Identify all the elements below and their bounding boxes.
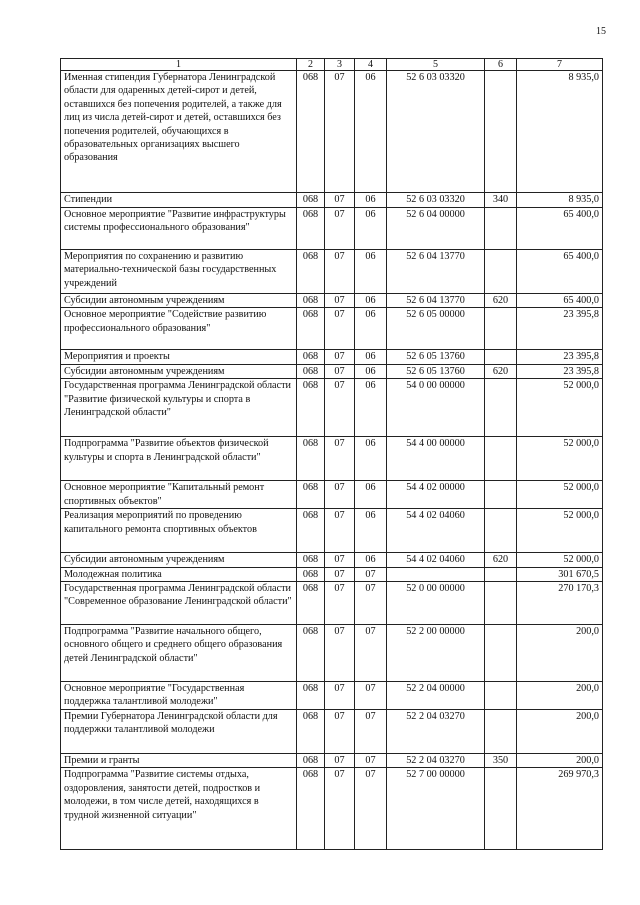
row-amount: 200,0 — [517, 625, 603, 682]
row-subsection-code: 07 — [355, 682, 387, 710]
row-amount: 200,0 — [517, 710, 603, 754]
row-target-code: 54 4 02 04060 — [387, 553, 485, 567]
row-amount: 52 000,0 — [517, 553, 603, 567]
table-row — [61, 682, 603, 710]
row-expense-type — [485, 567, 517, 581]
row-section-code: 07 — [325, 364, 355, 378]
table-row — [61, 294, 603, 308]
row-subsection-code: 06 — [355, 553, 387, 567]
row-amount: 52 000,0 — [517, 509, 603, 553]
row-name: Стипендии — [61, 193, 297, 208]
row-target-code: 52 7 00 00000 — [387, 768, 485, 850]
row-expense-type: 620 — [485, 294, 517, 308]
row-target-code: 54 4 00 00000 — [387, 437, 485, 481]
row-target-code: 52 6 05 13760 — [387, 350, 485, 364]
row-subsection-code: 06 — [355, 250, 387, 294]
row-admin-code: 068 — [297, 350, 325, 364]
row-expense-type — [485, 509, 517, 553]
row-section-code: 07 — [325, 768, 355, 850]
row-section-code: 07 — [325, 437, 355, 481]
row-admin-code: 068 — [297, 437, 325, 481]
row-subsection-code: 07 — [355, 754, 387, 768]
row-section-code: 07 — [325, 379, 355, 437]
row-subsection-code: 06 — [355, 193, 387, 208]
row-name: Премии и гранты — [61, 754, 297, 768]
row-section-code: 07 — [325, 553, 355, 567]
row-expense-type: 620 — [485, 553, 517, 567]
row-subsection-code: 06 — [355, 379, 387, 437]
row-amount: 200,0 — [517, 682, 603, 710]
table-row — [61, 208, 603, 250]
row-admin-code: 068 — [297, 567, 325, 581]
row-name: Субсидии автономным учреждениям — [61, 553, 297, 567]
row-amount: 270 170,3 — [517, 582, 603, 625]
table-row — [61, 364, 603, 378]
table-row — [61, 582, 603, 625]
row-admin-code: 068 — [297, 710, 325, 754]
header-col-7: 7 — [517, 59, 603, 71]
row-admin-code: 068 — [297, 768, 325, 850]
row-section-code: 07 — [325, 250, 355, 294]
row-section-code: 07 — [325, 509, 355, 553]
row-section-code: 07 — [325, 294, 355, 308]
row-admin-code: 068 — [297, 294, 325, 308]
row-admin-code: 068 — [297, 682, 325, 710]
row-expense-type: 620 — [485, 364, 517, 378]
row-target-code: 52 2 00 00000 — [387, 625, 485, 682]
row-target-code: 52 6 03 03320 — [387, 71, 485, 193]
row-subsection-code: 06 — [355, 71, 387, 193]
row-section-code: 07 — [325, 682, 355, 710]
row-name: Именная стипендия Губернатора Ленинградской области для одаренных детей-сирот и детей, оставшихся без попечения родителей, а также для лиц из числа детей-сирот и детей, оставшихся без попечения родителей, обучающихся в образовательных организациях высшего образования — [61, 71, 297, 193]
row-expense-type — [485, 768, 517, 850]
row-expense-type — [485, 625, 517, 682]
row-subsection-code: 07 — [355, 567, 387, 581]
row-expense-type — [485, 682, 517, 710]
table-row — [61, 250, 603, 294]
row-target-code: 52 6 04 00000 — [387, 208, 485, 250]
row-subsection-code: 06 — [355, 208, 387, 250]
row-target-code: 52 6 03 03320 — [387, 193, 485, 208]
table-row — [61, 71, 603, 193]
row-expense-type: 350 — [485, 754, 517, 768]
row-section-code: 07 — [325, 625, 355, 682]
table-row — [61, 308, 603, 350]
row-expense-type — [485, 308, 517, 350]
row-name: Подпрограмма "Развитие объектов физической культуры и спорта в Ленинградской области" — [61, 437, 297, 481]
row-name: Подпрограмма "Развитие начального общего, основного общего и среднего общего образования детей Ленинградской области" — [61, 625, 297, 682]
row-admin-code: 068 — [297, 208, 325, 250]
row-section-code: 07 — [325, 193, 355, 208]
row-expense-type — [485, 379, 517, 437]
row-admin-code: 068 — [297, 364, 325, 378]
row-admin-code: 068 — [297, 553, 325, 567]
row-name: Государственная программа Ленинградской области "Развитие физической культуры и спорта в Ленинградской области" — [61, 379, 297, 437]
table-row — [61, 350, 603, 364]
row-name: Государственная программа Ленинградской области "Современное образование Ленинградской области" — [61, 582, 297, 625]
table-row — [61, 768, 603, 850]
row-name: Основное мероприятие "Развитие инфраструктуры системы профессионального образования" — [61, 208, 297, 250]
row-target-code: 52 2 04 00000 — [387, 682, 485, 710]
row-section-code: 07 — [325, 71, 355, 193]
row-amount: 301 670,5 — [517, 567, 603, 581]
row-name: Основное мероприятие "Содействие развитию профессионального образования" — [61, 308, 297, 350]
row-section-code: 07 — [325, 308, 355, 350]
row-subsection-code: 06 — [355, 350, 387, 364]
row-name: Субсидии автономным учреждениям — [61, 364, 297, 378]
header-col-6: 6 — [485, 59, 517, 71]
row-amount: 23 395,8 — [517, 350, 603, 364]
row-subsection-code: 06 — [355, 481, 387, 509]
header-col-2: 2 — [297, 59, 325, 71]
header-col-4: 4 — [355, 59, 387, 71]
row-amount: 65 400,0 — [517, 250, 603, 294]
row-expense-type — [485, 481, 517, 509]
row-target-code: 52 2 04 03270 — [387, 710, 485, 754]
row-amount: 52 000,0 — [517, 481, 603, 509]
row-target-code — [387, 567, 485, 581]
table-row — [61, 567, 603, 581]
row-admin-code: 068 — [297, 625, 325, 682]
budget-table — [60, 58, 603, 850]
table-header-row — [61, 59, 603, 71]
row-name: Молодежная политика — [61, 567, 297, 581]
row-target-code: 52 0 00 00000 — [387, 582, 485, 625]
row-target-code: 52 6 05 13760 — [387, 364, 485, 378]
row-admin-code: 068 — [297, 582, 325, 625]
row-section-code: 07 — [325, 481, 355, 509]
table-row — [61, 625, 603, 682]
row-section-code: 07 — [325, 208, 355, 250]
row-subsection-code: 07 — [355, 625, 387, 682]
row-name: Мероприятия и проекты — [61, 350, 297, 364]
row-admin-code: 068 — [297, 379, 325, 437]
row-expense-type — [485, 250, 517, 294]
row-section-code: 07 — [325, 754, 355, 768]
row-amount: 52 000,0 — [517, 379, 603, 437]
table-row — [61, 553, 603, 567]
table-row — [61, 437, 603, 481]
row-target-code: 54 4 02 04060 — [387, 509, 485, 553]
row-name: Основное мероприятие "Государственная поддержка талантливой молодежи" — [61, 682, 297, 710]
row-name: Реализация мероприятий по проведению капитального ремонта спортивных объектов — [61, 509, 297, 553]
row-subsection-code: 06 — [355, 308, 387, 350]
row-amount: 200,0 — [517, 754, 603, 768]
row-admin-code: 068 — [297, 481, 325, 509]
row-subsection-code: 06 — [355, 294, 387, 308]
row-section-code: 07 — [325, 350, 355, 364]
row-amount: 65 400,0 — [517, 294, 603, 308]
row-section-code: 07 — [325, 567, 355, 581]
table-row — [61, 754, 603, 768]
row-admin-code: 068 — [297, 193, 325, 208]
row-amount: 23 395,8 — [517, 364, 603, 378]
table-row — [61, 193, 603, 208]
row-target-code: 52 6 04 13770 — [387, 250, 485, 294]
row-target-code: 54 4 02 00000 — [387, 481, 485, 509]
row-target-code: 54 0 00 00000 — [387, 379, 485, 437]
row-expense-type: 340 — [485, 193, 517, 208]
table-row — [61, 379, 603, 437]
row-subsection-code: 06 — [355, 437, 387, 481]
row-amount: 8 935,0 — [517, 193, 603, 208]
row-name: Подпрограмма "Развитие системы отдыха, оздоровления, занятости детей, подростков и молодежи, в том числе детей, находящихся в трудной жизненной ситуации" — [61, 768, 297, 850]
row-expense-type — [485, 437, 517, 481]
row-target-code: 52 6 04 13770 — [387, 294, 485, 308]
row-name: Основное мероприятие "Капитальный ремонт спортивных объектов" — [61, 481, 297, 509]
table-row — [61, 509, 603, 553]
row-admin-code: 068 — [297, 250, 325, 294]
row-subsection-code: 07 — [355, 710, 387, 754]
row-amount: 52 000,0 — [517, 437, 603, 481]
row-amount: 65 400,0 — [517, 208, 603, 250]
row-name: Мероприятия по сохранению и развитию материально-технической базы государственных учреждений — [61, 250, 297, 294]
row-section-code: 07 — [325, 710, 355, 754]
row-amount: 23 395,8 — [517, 308, 603, 350]
row-subsection-code: 06 — [355, 364, 387, 378]
row-expense-type — [485, 582, 517, 625]
header-col-3: 3 — [325, 59, 355, 71]
table-row — [61, 710, 603, 754]
row-admin-code: 068 — [297, 308, 325, 350]
row-section-code: 07 — [325, 582, 355, 625]
row-subsection-code: 06 — [355, 509, 387, 553]
header-col-5: 5 — [387, 59, 485, 71]
row-admin-code: 068 — [297, 71, 325, 193]
row-subsection-code: 07 — [355, 768, 387, 850]
row-name: Премии Губернатора Ленинградской области для поддержки талантливой молодежи — [61, 710, 297, 754]
row-admin-code: 068 — [297, 754, 325, 768]
row-expense-type — [485, 350, 517, 364]
row-name: Субсидии автономным учреждениям — [61, 294, 297, 308]
row-target-code: 52 2 04 03270 — [387, 754, 485, 768]
header-col-1: 1 — [61, 59, 297, 71]
row-expense-type — [485, 71, 517, 193]
table-row — [61, 481, 603, 509]
page-number: 15 — [596, 26, 606, 37]
row-target-code: 52 6 05 00000 — [387, 308, 485, 350]
row-amount: 8 935,0 — [517, 71, 603, 193]
row-expense-type — [485, 710, 517, 754]
row-amount: 269 970,3 — [517, 768, 603, 850]
row-subsection-code: 07 — [355, 582, 387, 625]
row-expense-type — [485, 208, 517, 250]
row-admin-code: 068 — [297, 509, 325, 553]
